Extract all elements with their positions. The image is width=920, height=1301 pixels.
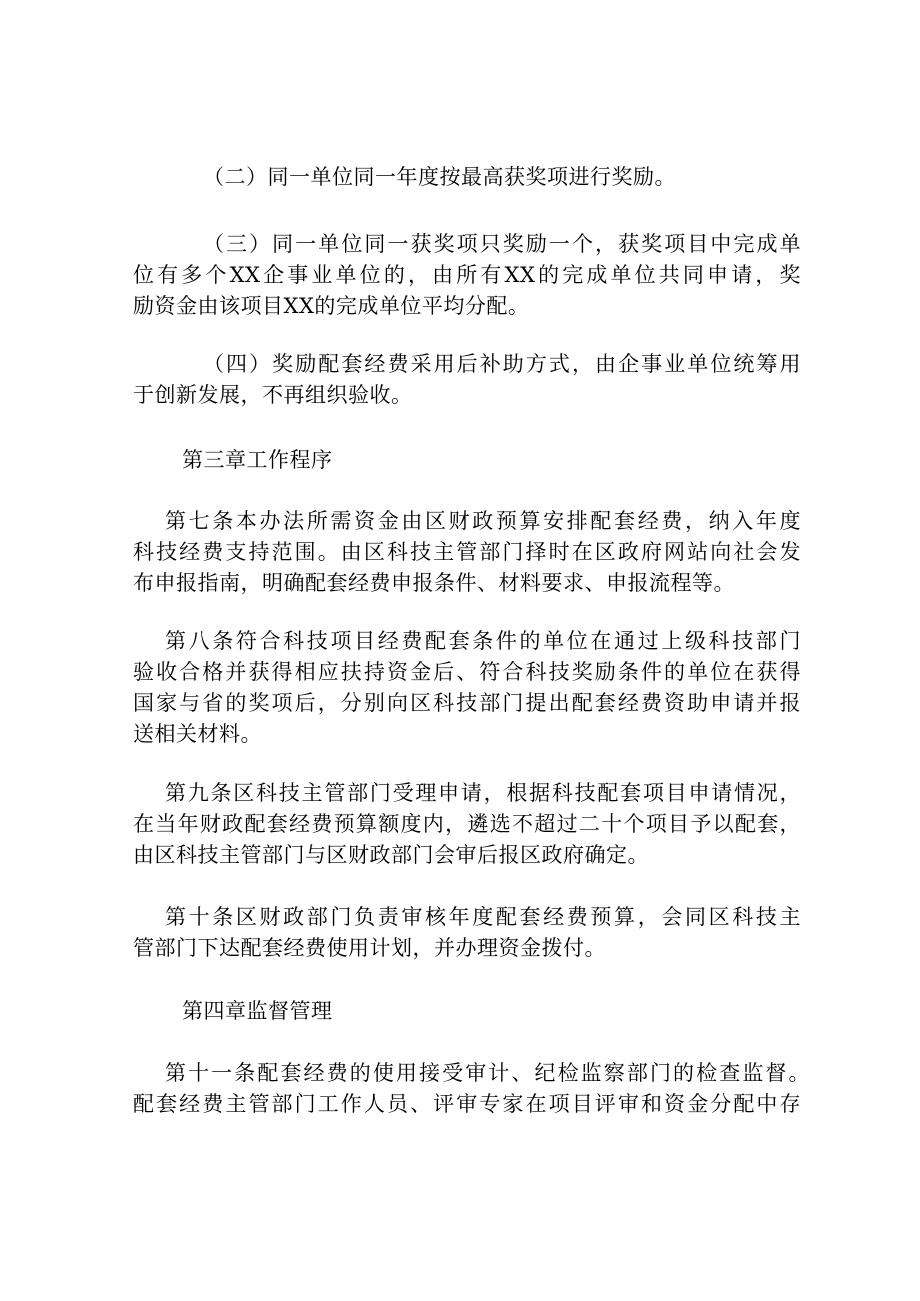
article-7-line-2: 科技经费支持范围。由区科技主管部门择时在区政府网站向社会发 xyxy=(133,540,801,564)
article-8-line-2: 验收合格并获得相应扶持资金后、符合科技奖励条件的单位在获得 xyxy=(133,660,801,684)
article-8-line-3: 国家与省的奖项后，分别向区科技部门提出配套经费资助申请并报 xyxy=(133,691,801,715)
chapter-4-heading: 第四章监督管理 xyxy=(182,999,333,1023)
paragraph-4-line-1: （四）奖励配套经费采用后补助方式，由企事业单位统筹用 xyxy=(203,352,801,376)
article-10-line-2: 管部门下达配套经费使用计划，并办理资金拨付。 xyxy=(133,936,606,960)
chapter-3-heading: 第三章工作程序 xyxy=(182,448,333,472)
article-7-line-3: 布申报指南，明确配套经费申报条件、材料要求、申报流程等。 xyxy=(133,571,735,595)
article-8-line-4: 送相关材料。 xyxy=(133,722,262,746)
article-9-line-3: 由区科技主管部门与区财政部门会审后报区政府确定。 xyxy=(133,843,649,867)
article-8-line-1: 第八条符合科技项目经费配套条件的单位在通过上级科技部门 xyxy=(165,629,801,653)
article-9-line-1: 第九条区科技主管部门受理申请，根据科技配套项目申请情况， xyxy=(165,781,801,805)
article-11-line-2: 配套经费主管部门工作人员、评审专家在项目评审和资金分配中存 xyxy=(133,1092,801,1116)
article-7-line-1: 第七条本办法所需资金由区财政预算安排配套经费，纳入年度 xyxy=(165,509,801,533)
article-10-line-1: 第十条区财政部门负责审核年度配套经费预算，会同区科技主 xyxy=(165,905,801,929)
paragraph-2-line-1: （二）同一单位同一年度按最高获奖项进行奖励。 xyxy=(203,165,676,189)
paragraph-3-line-3: 励资金由该项目XX的完成单位平均分配。 xyxy=(133,294,530,318)
paragraph-4-line-2: 于创新发展，不再组织验收。 xyxy=(133,383,413,407)
article-9-line-2: 在当年财政配套经费预算额度内，遴选不超过二十个项目予以配套， xyxy=(133,812,801,836)
paragraph-3-line-2: 位有多个XX企事业单位的，由所有XX的完成单位共同申请，奖 xyxy=(133,263,801,287)
article-11-line-1: 第十一条配套经费的使用接受审计、纪检监察部门的检查监督。 xyxy=(165,1061,810,1085)
paragraph-3-line-1: （三）同一单位同一获奖项只奖励一个，获奖项目中完成单 xyxy=(203,232,801,256)
